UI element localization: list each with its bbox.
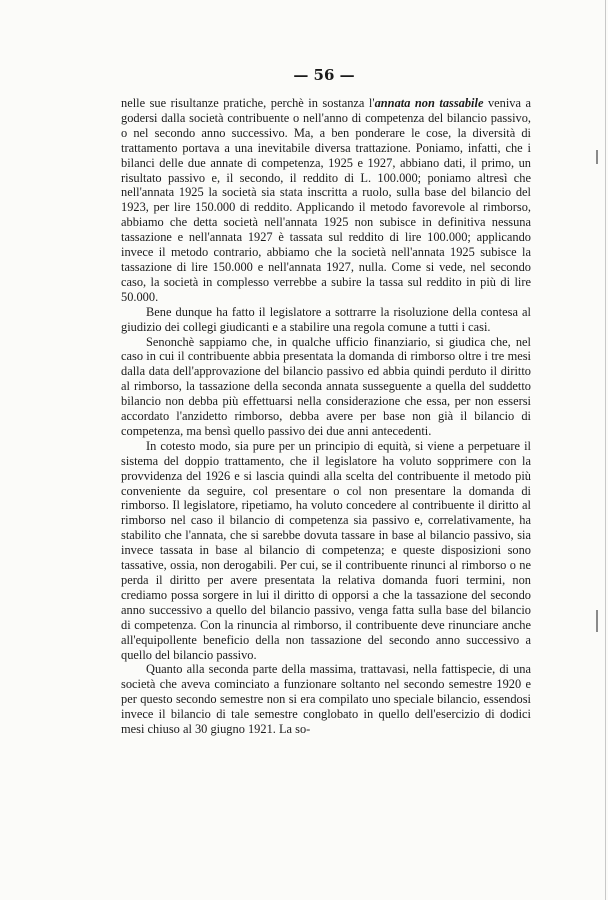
emphasized-text: annata non tassabile [374,96,484,110]
paragraph [121,96,531,305]
paragraph-text: Bene dunque ha fatto il legislatore a sottrarre la risoluzione della contesa al giudizio dei collegi giudicanti e a stabilire una regola comune a tutti i casi. [121,304,531,334]
paragraph [121,662,531,737]
paragraph-text: In cotesto modo, sia pure per un principio di equità, si viene a perpetuare il sistema del doppio trattamento, che il legislatore ha voluto sopprimere con la provvidenza del 1926 e si lascia quindi alla scelta del contribuente il metodo più conveniente da seguire, col presentare o col non presentare la domanda di rimborso. Il legislatore, ripetiamo, ha voluto concedere al contribuente il diritto al rimborso nel caso il bilancio di competenza sia passivo e, correlativamente, ha stabilito che l'annata, che si sarebbe dovuta tassare in base al bilancio passivo, sia invece tassata in base al bilancio di competenza; e queste disposizioni sono tassative, ossia, non derogabili. Per cui, se il contribuente rinunci al rimborso o ne perda il diritto per avere presentata la relativa domanda fuori termini, non crediamo possa sorgere in lui il diritto di opporsi a che la tassazione del secondo anno successivo a quello del bilancio passivo, venga fatta sulla base del bilancio di competenza. Con la rinuncia al rimborso, il contribuente deve rinunciare anche all'equipollente beneficio della non tassazione del secondo anno successivo a quello del bilancio passivo. [121,438,531,662]
page-edge-mark [596,610,598,632]
paragraph-text: nelle sue risultanze pratiche, perchè in sostanza l' [121,96,375,110]
body-text [121,96,531,737]
paragraph [121,439,531,663]
paragraph-text: Senonchè sappiamo che, in qualche ufficio finanziario, si giudica che, nel caso in cui il contribuente abbia presentata la domanda di rimborso oltre i tre mesi dalla data dell'approvazione del bilancio passivo ed abbia quindi perduto il diritto al rimborso, la tassazione della seconda annata susseguente a quella del suddetto bilancio non debba più effettuarsi nella considerazione che essa, per non essersi accordato l'anzidetto rimborso, debba avere per base non già il bilancio di competenza, ma bensì quello passivo dei due anni antecedenti. [121,334,531,438]
paragraph [121,305,531,335]
page-edge-mark [596,150,598,164]
paragraph [121,335,531,439]
paragraph-text: Quanto alla seconda parte della massima, trattavasi, nella fattispecie, di una società che aveva cominciato a funzionare soltanto nel secondo semestre 1920 e per questo secondo semestre non si era compilato uno speciale bilancio, essendosi invece il bilancio di tale semestre conglobato in quello dell'esercizio di dodici mesi chiuso al 30 giugno 1921. La so- [121,662,531,737]
paragraph-text: veniva a godersi dalla società contribuente o nell'anno di competenza del bilancio passivo, o nel secondo anno successivo. Ma, a ben ponderare le cose, la diversità di trattamento portava a una inevitabile diversa trattazione. Poniamo, infatti, che i bilanci delle due annate di competenza, 1925 e 1927, abbiano dati, il primo, un risultato passivo e, il secondo, il reddito di L. 100.000; poniamo altresì che nell'annata 1925 la società sia stata inscritta a ruolo, sulla base del bilancio del 1923, per lire 150.000 di reddito. Applicando il metodo favorevole al rimborso, abbiamo che detta società nell'annata 1925 non subisce in definitiva nessuna tassazione e nell'annata 1927 è tassata sul reddito di lire 100.000; applicando invece il metodo contrario, abbiamo che la società nell'annata 1925 subisce la tassazione di lire 150.000 e nell'annata 1927, nulla. Come si vede, nel secondo caso, la società in complesso verrebbe a subire la tassa sul reddito in più di lire 50.000. [121,96,531,304]
page-edge-line [605,0,606,900]
page-number: — 56 — [293,66,355,84]
